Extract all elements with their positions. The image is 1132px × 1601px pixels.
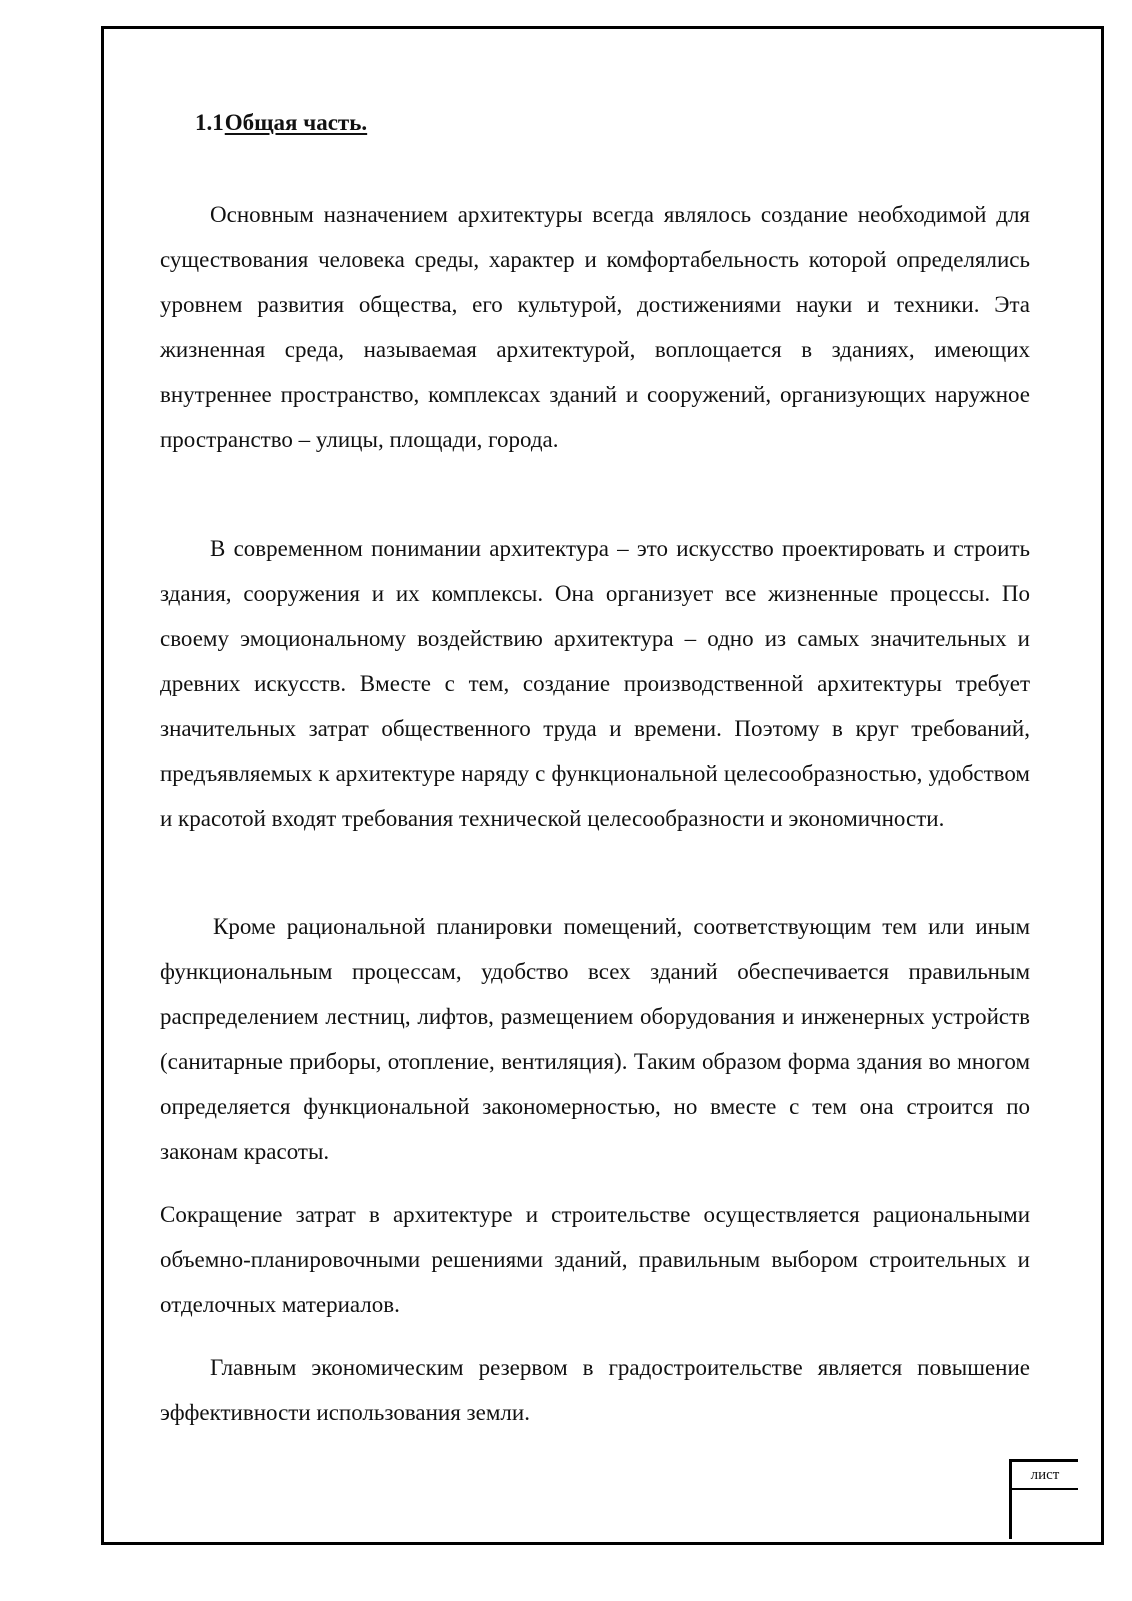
paragraph: Основным назначением архитектуры всегда являлось создание необходимой для существования человека среды, характер и комфортабельность которой определялись уровнем развития общества, его культурой, достижениями науки и техники. Эта жизненная среда, называемая архитектурой, воплощается в зданиях, имеющих внутреннее пространство, комплексах зданий и сооружений, организующих наружное пространство – улицы, площади, города. bbox=[160, 202, 1030, 452]
paragraph: Главным экономическим резервом в градостроительстве является повышение эффективности использования земли. bbox=[160, 1355, 1030, 1425]
section-heading bbox=[195, 108, 367, 138]
paragraph: Сокращение затрат в архитектуре и строительстве осуществляется рациональными объемно-планировочными решениями зданий, правильным выбором строительных и отделочных материалов. bbox=[160, 1202, 1030, 1317]
section-number: 1.1 bbox=[195, 110, 224, 135]
paragraph: В современном понимании архитектура – это искусство проектировать и строить здания, сооружения и их комплексы. Она организует все жизненные процессы. По своему эмоциональному воздействию архитектура – одно из самых значительных и древних искусств. Вместе с тем, создание производственной архитектуры требует значительных затрат общественного труда и времени. Поэтому в круг требований, предъявляемых к архитектуре наряду с функциональной целесообразностью, удобством и красотой входят требования технической целесообразности и экономичности. bbox=[160, 536, 1030, 831]
sheet-label: лист bbox=[1012, 1462, 1078, 1490]
sheet-number bbox=[1012, 1490, 1078, 1539]
section-title: Общая часть. bbox=[224, 110, 368, 135]
paragraph: Кроме рациональной планировки помещений, соответствующим тем или иным функциональным процессам, удобство всех зданий обеспечивается правильным распределением лестниц, лифтов, размещением оборудования и инженерных устройств (санитарные приборы, отопление, вентиляция). Таким образом форма здания во многом определяется функциональной закономерностью, но вместе с тем она строится по законам красоты. bbox=[160, 914, 1030, 1164]
sheet-stamp bbox=[1009, 1459, 1078, 1539]
